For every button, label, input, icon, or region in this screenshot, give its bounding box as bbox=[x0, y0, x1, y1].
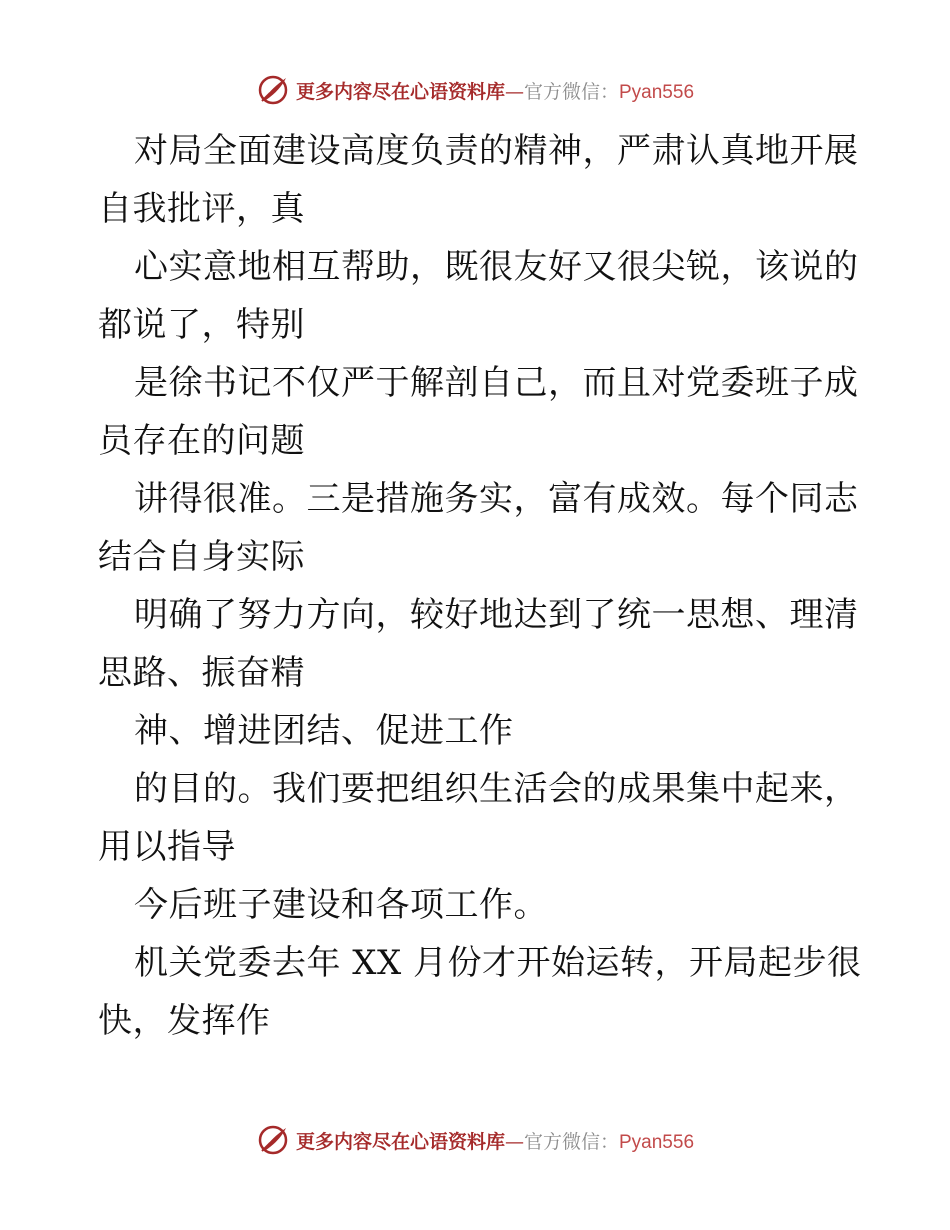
header-banner-id: Pyan556 bbox=[619, 81, 695, 103]
body-line: 自我批评，真 bbox=[98, 189, 305, 229]
body-line: 是徐书记不仅严于解剖自己，而且对党委班子成 bbox=[134, 363, 859, 403]
header-banner-sub: 官方微信： bbox=[523, 80, 619, 103]
body-line: 讲得很准。三是措施务实，富有成效。每个同志 bbox=[134, 479, 859, 519]
header-banner-main: 更多内容尽在心语资料库 bbox=[295, 80, 505, 103]
body-line: 神、增进团结、促进工作 bbox=[134, 711, 514, 751]
body-line: 明确了努力方向，较好地达到了统一思想、理清 bbox=[134, 595, 859, 635]
document-body bbox=[98, 122, 862, 1050]
body-line: 思路、振奋精 bbox=[98, 653, 305, 693]
footer-banner-main: 更多内容尽在心语资料库 bbox=[295, 1130, 505, 1153]
body-line: 员存在的问题 bbox=[98, 421, 305, 461]
feather-pen-logo-icon bbox=[256, 1123, 290, 1157]
body-line: 都说了，特别 bbox=[98, 305, 305, 345]
body-line: 快，发挥作 bbox=[98, 1001, 271, 1041]
header-banner-sep: — bbox=[504, 80, 524, 103]
body-line: 机关党委去年 XX 月份才开始运转，开局起步很 bbox=[134, 943, 862, 983]
body-line: 心实意地相互帮助，既很友好又很尖锐，该说的 bbox=[134, 247, 859, 287]
body-line: 用以指导 bbox=[98, 827, 236, 867]
body-line: 的目的。我们要把组织生活会的成果集中起来， bbox=[134, 769, 859, 809]
body-line: 对局全面建设高度负责的精神，严肃认真地开展 bbox=[134, 131, 859, 171]
header-banner bbox=[0, 72, 950, 108]
footer-banner-sep: — bbox=[504, 1130, 524, 1153]
footer-banner-id: Pyan556 bbox=[619, 1131, 695, 1153]
footer-banner-inner bbox=[256, 1123, 694, 1157]
body-line: 结合自身实际 bbox=[98, 537, 305, 577]
footer-banner-text bbox=[296, 1127, 694, 1154]
feather-pen-logo-icon bbox=[256, 73, 290, 107]
body-line: 今后班子建设和各项工作。 bbox=[134, 885, 548, 925]
footer-banner bbox=[0, 1122, 950, 1158]
footer-banner-sub: 官方微信： bbox=[523, 1130, 619, 1153]
header-banner-text bbox=[296, 77, 694, 104]
header-banner-inner bbox=[256, 73, 694, 107]
